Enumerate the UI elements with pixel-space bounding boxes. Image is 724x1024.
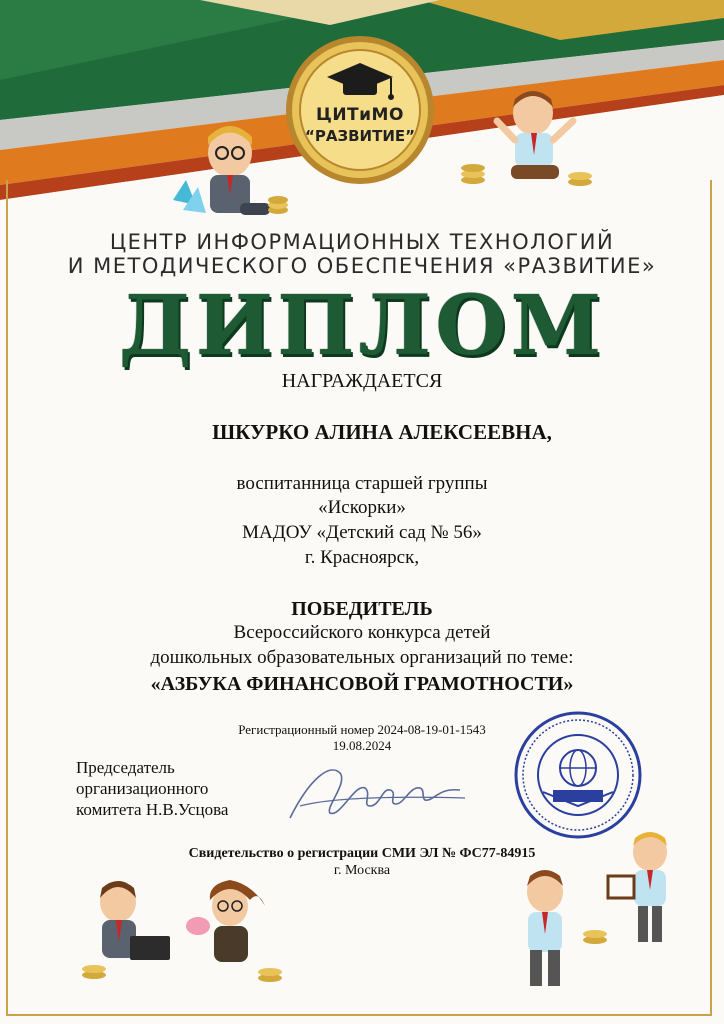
contest-line-1: Всероссийского конкурса детей: [233, 622, 491, 643]
recipient-line-4: г. Красноярск,: [304, 547, 420, 568]
chair-line-1: Председатель: [76, 758, 175, 777]
handwritten-signature: [270, 758, 470, 828]
kids-laptop-piggybank-illustration: [80, 870, 300, 990]
official-seal: [513, 710, 643, 840]
contest-line-2: дошкольных образовательных организаций по теме:: [150, 647, 574, 668]
kid-with-crystals-illustration: [168, 115, 298, 225]
kids-phone-abacus-illustration: [500, 830, 690, 1000]
registration-date: 19.08.2024: [332, 738, 392, 753]
contest-topic: «АЗБУКА ФИНАНСОВОЙ ГРАМОТНОСТИ»: [150, 673, 574, 695]
badge-line-1: ЦИТиМО: [316, 105, 404, 125]
awarded-label: НАГРАЖДАЕТСЯ: [281, 370, 443, 392]
recipient-line-2: «Искорки»: [318, 497, 406, 518]
kid-waving-illustration: [455, 85, 605, 195]
organization-name-line-1: ЦЕНТР ИНФОРМАЦИОННЫХ ТЕХНОЛОГИЙ: [109, 230, 615, 254]
organization-badge: [283, 33, 437, 187]
footer-city: г. Москва: [333, 863, 391, 878]
recipient-name: ШКУРКО АЛИНА АЛЕКСЕЕВНА,: [212, 420, 552, 444]
chair-line-3: комитета Н.В.Усцова: [76, 800, 229, 819]
recipient-line-3: МАДОУ «Детский сад № 56»: [242, 522, 482, 543]
chair-signature-block: [76, 757, 228, 820]
diploma-title: ДИПЛОМ: [118, 278, 606, 374]
winner-status: ПОБЕДИТЕЛЬ: [291, 598, 433, 620]
badge-line-2: “РАЗВИТИЕ”: [305, 127, 415, 145]
registration-number: Регистрационный номер 2024-08-19-01-1543: [238, 722, 486, 737]
organization-name-line-2: И МЕТОДИЧЕСКОГО ОБЕСПЕЧЕНИЯ «РАЗВИТИЕ»: [67, 254, 657, 278]
chair-line-2: организационного: [76, 779, 209, 798]
media-registration: Свидетельство о регистрации СМИ ЭЛ № ФС77-84915: [188, 846, 536, 861]
recipient-line-1: воспитанница старшей группы: [236, 473, 488, 494]
